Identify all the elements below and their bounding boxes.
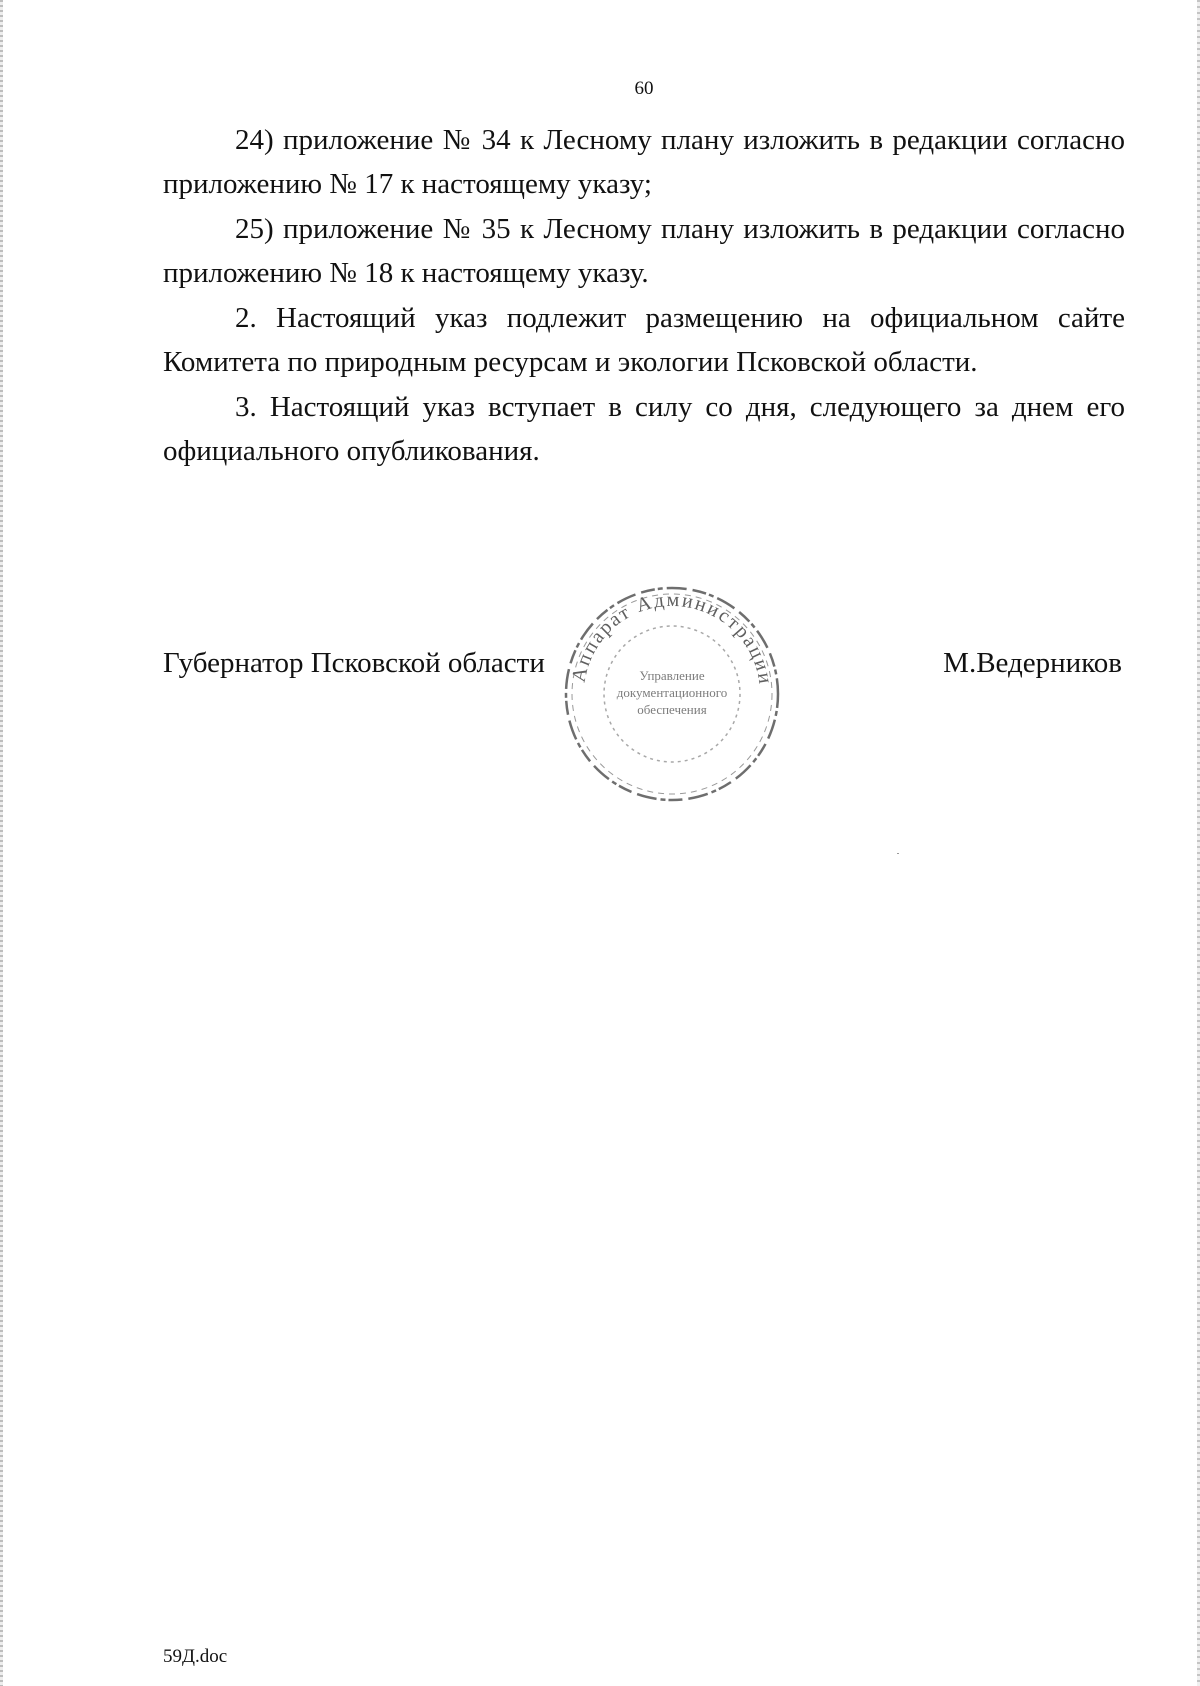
document-body: [163, 118, 1125, 474]
scan-edge-left: [0, 0, 3, 1686]
signatory-name: М.Ведерников: [943, 647, 1122, 679]
official-stamp: [560, 582, 784, 806]
paragraph-item-24: 24) приложение № 34 к Лесному плану изложить в редакции согласно приложению № 17 к настоящему указу;: [163, 124, 1125, 200]
file-name: 59Д.doc: [163, 1646, 228, 1667]
paragraph-2: 2. Настоящий указ подлежит размещению на официальном сайте Комитета по природным ресурсам и экологии Псковской области.: [163, 302, 1125, 378]
stamp-inner-line-1: Управление: [639, 668, 705, 683]
scan-speck: [897, 853, 899, 854]
paragraph-3: 3. Настоящий указ вступает в силу со дня, следующего за днем его официального опубликования.: [163, 391, 1125, 467]
page-number: 60: [634, 78, 654, 99]
stamp-inner-line-2: документационного: [616, 685, 728, 700]
stamp-outer-text: Аппарат Администрации: [567, 588, 777, 687]
stamp-inner-line-3: обеспечения: [637, 702, 707, 717]
signatory-position: Губернатор Псковской области: [163, 647, 545, 679]
paragraph-item-25: 25) приложение № 35 к Лесному плану изложить в редакции согласно приложению № 18 к настоящему указу.: [163, 213, 1125, 289]
